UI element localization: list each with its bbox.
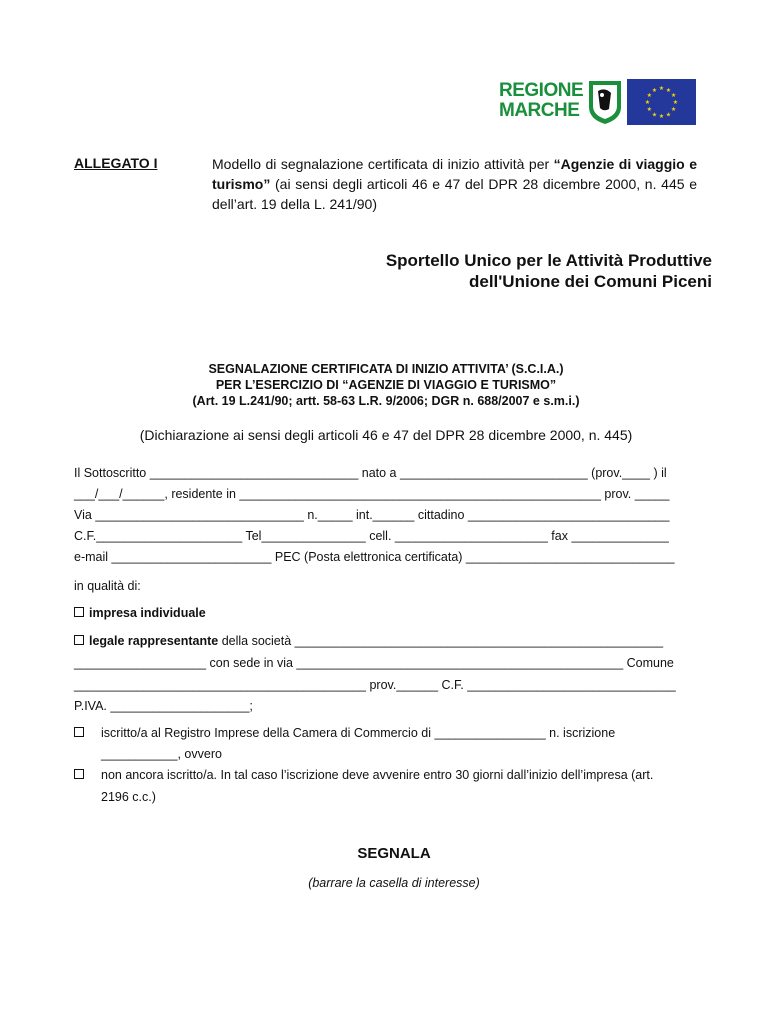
eu-star-icon: ★ bbox=[670, 93, 677, 100]
eu-star-icon: ★ bbox=[658, 86, 665, 93]
heading-line3: (Art. 19 L.241/90; artt. 58-63 L.R. 9/2006; DGR n. 688/2007 e s.m.i.) bbox=[192, 394, 580, 408]
option-impresa-individuale[interactable] bbox=[74, 606, 206, 620]
barrare-note: (barrare la casella di interesse) bbox=[308, 876, 480, 890]
iscritto-text: iscritto/a al Registro Imprese della Camera di Commercio di ________________ n. iscrizione bbox=[101, 726, 616, 740]
form-line-via[interactable]: Via ______________________________ n._____ int.______ cittadino _____________________________ bbox=[74, 508, 670, 522]
eu-star-icon: ★ bbox=[651, 112, 658, 119]
eu-star-icon: ★ bbox=[665, 88, 672, 95]
eu-star-icon: ★ bbox=[644, 100, 651, 107]
form-line-email[interactable]: e-mail _______________________ PEC (Posta elettronica certificata) ______________________________ bbox=[74, 550, 675, 564]
option-legale-rappresentante[interactable] bbox=[74, 634, 663, 648]
intro-bold: “Agenzie di viaggio e turismo” bbox=[212, 156, 697, 192]
eu-star-icon: ★ bbox=[651, 88, 658, 95]
form-line-piva[interactable]: P.IVA. ____________________; bbox=[74, 699, 253, 713]
checkbox-icon[interactable] bbox=[74, 769, 84, 779]
segnala-heading: SEGNALA bbox=[357, 845, 431, 862]
intro-text bbox=[212, 154, 697, 214]
logo-line2: MARCHE bbox=[499, 100, 580, 121]
eu-star-icon: ★ bbox=[646, 107, 653, 114]
option-non-iscritto[interactable] bbox=[74, 768, 89, 782]
logo-line1: REGIONE bbox=[499, 80, 584, 101]
impresa-individuale-label: impresa individuale bbox=[89, 606, 206, 620]
eu-star-icon: ★ bbox=[665, 112, 672, 119]
eu-star-icon: ★ bbox=[672, 100, 679, 107]
sportello-line2: dell'Unione dei Comuni Piceni bbox=[468, 272, 712, 291]
della-societa-field[interactable]: della società _____________________________________________________ bbox=[218, 634, 664, 648]
form-line-residenza[interactable]: ___/___/______, residente in ____________________________________________________ prov. _____ bbox=[74, 487, 670, 501]
in-qualita-label: in qualità di: bbox=[74, 579, 141, 593]
logo-text bbox=[499, 81, 583, 121]
checkbox-icon[interactable] bbox=[74, 607, 84, 617]
form-line-sede[interactable]: ___________________ con sede in via _______________________________________________ Comune bbox=[74, 656, 674, 670]
non-iscritto-text-2: 2196 c.c.) bbox=[101, 790, 156, 804]
dichiarazione-note: (Dichiarazione ai sensi degli articoli 46 e 47 del DPR 28 dicembre 2000, n. 445) bbox=[139, 427, 633, 443]
checkbox-icon[interactable] bbox=[74, 727, 84, 737]
sportello-line1: Sportello Unico per le Attività Produttive bbox=[385, 251, 712, 270]
non-iscritto-text: non ancora iscritto/a. In tal caso l’iscrizione deve avvenire entro 30 giorni dall’inizio dell’impresa (art. bbox=[101, 768, 654, 782]
eu-star-icon: ★ bbox=[646, 93, 653, 100]
intro-pre: Modello di segnalazione certificata di inizio attività per bbox=[212, 156, 554, 172]
heading-line1: SEGNALAZIONE CERTIFICATA DI INIZIO ATTIVITA’ (S.C.I.A.) bbox=[208, 362, 564, 376]
shield-icon bbox=[587, 79, 623, 125]
eu-star-icon: ★ bbox=[670, 107, 677, 114]
regione-marche-logo bbox=[499, 79, 697, 125]
option-iscritto[interactable] bbox=[74, 726, 89, 740]
form-line-sottoscritto[interactable]: Il Sottoscritto ______________________________ nato a ___________________________ (prov.____ ) il bbox=[74, 466, 667, 480]
scia-heading bbox=[74, 361, 698, 409]
sportello-title bbox=[300, 250, 712, 292]
legale-rappresentante-label: legale rappresentante bbox=[89, 634, 219, 648]
form-line-cf[interactable]: C.F._____________________ Tel_______________ cell. ______________________ fax ______________ bbox=[74, 529, 669, 543]
intro-post: (ai sensi degli articoli 46 e 47 del DPR 28 dicembre 2000, n. 445 e dell’art. 19 della L. 241/90) bbox=[212, 176, 697, 212]
allegato-label: ALLEGATO I bbox=[74, 155, 158, 171]
heading-line2: PER L’ESERCIZIO DI “AGENZIE DI VIAGGIO E TURISMO” bbox=[215, 378, 557, 392]
form-line-prov-cf[interactable]: __________________________________________ prov.______ C.F. ______________________________ bbox=[74, 678, 676, 692]
eu-flag-icon bbox=[627, 79, 696, 125]
checkbox-icon[interactable] bbox=[74, 635, 84, 645]
iscritto-text-2[interactable]: ___________, ovvero bbox=[101, 747, 222, 761]
eu-star-icon: ★ bbox=[658, 114, 665, 121]
